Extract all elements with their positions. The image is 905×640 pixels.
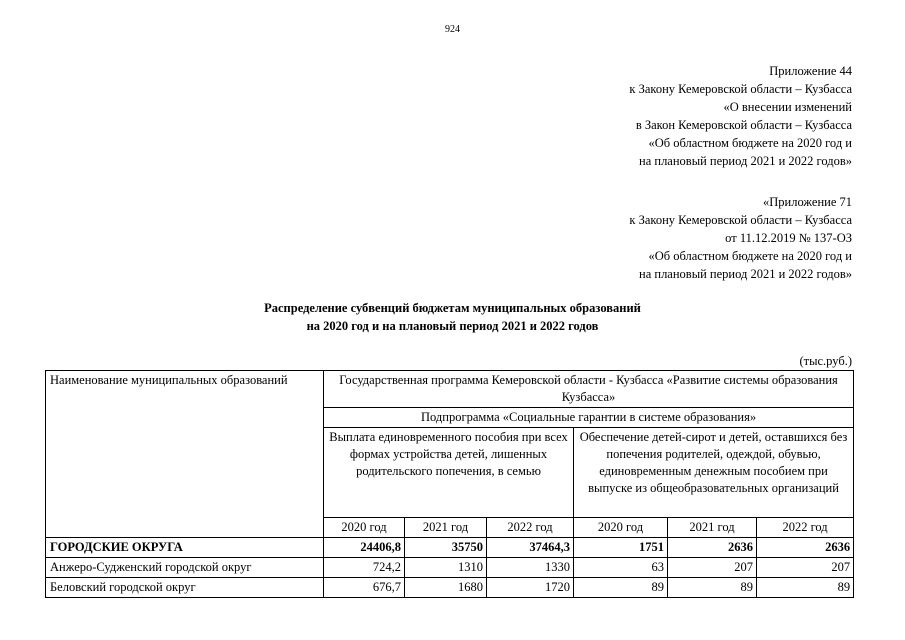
row-value: 35750 — [405, 538, 487, 558]
appendix-line: к Закону Кемеровской области – Кузбасса — [629, 213, 852, 227]
row-value: 63 — [574, 558, 668, 578]
row-value: 676,7 — [324, 578, 405, 598]
row-value: 2636 — [668, 538, 757, 558]
table-row-total — [46, 538, 854, 558]
row-value: 724,2 — [324, 558, 405, 578]
header-row-program — [46, 371, 854, 408]
appendix-71-header — [629, 193, 852, 283]
row-value: 1751 — [574, 538, 668, 558]
row-name: ГОРОДСКИЕ ОКРУГА — [46, 538, 324, 558]
appendix-line: «Об областном бюджете на 2020 год и — [648, 249, 852, 263]
year-header: 2020 год — [574, 518, 668, 538]
appendix-line: в Закон Кемеровской области – Кузбасса — [635, 118, 852, 132]
appendix-line: на плановый период 2021 и 2022 годов» — [639, 154, 852, 168]
table-row — [46, 558, 854, 578]
appendix-line: «Об областном бюджете на 2020 год и — [648, 136, 852, 150]
row-value: 207 — [757, 558, 854, 578]
row-name: Беловский городской округ — [46, 578, 324, 598]
appendix-line: на плановый период 2021 и 2022 годов» — [639, 267, 852, 281]
appendix-line: от 11.12.2019 № 137-ОЗ — [725, 231, 852, 245]
row-value: 207 — [668, 558, 757, 578]
row-value: 37464,3 — [487, 538, 574, 558]
year-header: 2021 год — [668, 518, 757, 538]
page-number: 924 — [445, 24, 460, 35]
document-title — [0, 299, 905, 335]
title-line-2: на 2020 год и на плановый период 2021 и 2022 годов — [306, 319, 599, 333]
row-value: 1310 — [405, 558, 487, 578]
row-value: 89 — [574, 578, 668, 598]
title-line-1: Распределение субвенций бюджетам муниципальных образований — [264, 301, 641, 315]
appendix-line: Приложение 44 — [769, 64, 852, 78]
row-value: 2636 — [757, 538, 854, 558]
program-header: Государственная программа Кемеровской области - Кузбасса «Развитие системы образования Кузбасса» — [324, 371, 854, 408]
year-header: 2021 год — [405, 518, 487, 538]
subprogram-header: Подпрограмма «Социальные гарантии в системе образования» — [324, 408, 854, 428]
year-header: 2020 год — [324, 518, 405, 538]
table-row — [46, 578, 854, 598]
row-value: 1720 — [487, 578, 574, 598]
group-2-header: Обеспечение детей-сирот и детей, оставшихся без попечения родителей, одеждой, обувью, единовременным денежным пособием при выпуске из общеобразовательных организаций — [574, 428, 854, 518]
subvention-table — [45, 370, 854, 598]
row-value: 24406,8 — [324, 538, 405, 558]
name-column-header: Наименование муниципальных образований — [46, 371, 324, 538]
appendix-line: «Приложение 71 — [763, 195, 852, 209]
row-value: 89 — [757, 578, 854, 598]
row-value: 89 — [668, 578, 757, 598]
appendix-44-header — [629, 62, 852, 170]
year-header: 2022 год — [487, 518, 574, 538]
row-value: 1330 — [487, 558, 574, 578]
appendix-line: к Закону Кемеровской области – Кузбасса — [629, 82, 852, 96]
appendix-line: «О внесении изменений — [723, 100, 852, 114]
row-name: Анжеро-Судженский городской округ — [46, 558, 324, 578]
row-value: 1680 — [405, 578, 487, 598]
year-header: 2022 год — [757, 518, 854, 538]
units-label: (тыс.руб.) — [799, 354, 852, 368]
group-1-header: Выплата единовременного пособия при всех формах устройства детей, лишенных родительского попечения, в семью — [324, 428, 574, 518]
